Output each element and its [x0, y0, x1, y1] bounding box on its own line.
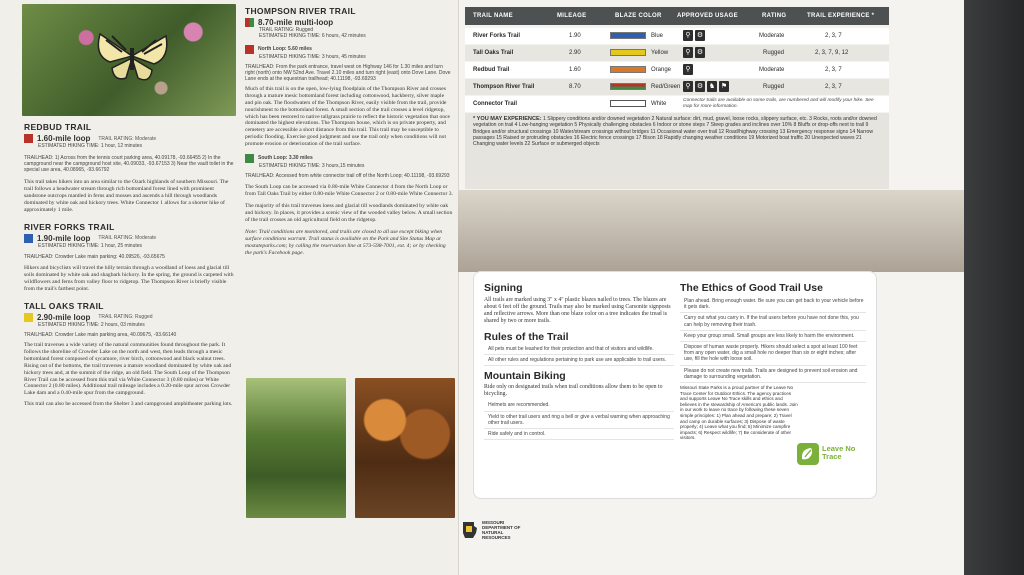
experience-items: 1 Slippery conditions and/or downed vegetation 2 Natural surface: dirt, mud, gravel, loose rocks, slippery surface, etc. 3 Rocks, roots and/or downed vegetation on trail 4 Low-hanging vegetation 5 Physically challenging obstacles 6 Indoor or stone steps 7 Steep grades and inclines over 10% 8 Bluffs or drop-offs next to trail 9 Bridges and/or structural crossings 10 Water/stream crossings without bridges 11 Occasional water over trail 12 Road/highway crossing 13 Emergency response signs 14 Narrow passages 15 Raised or protruding obstacles 16 Electric fence crossings 17 Bison 18 Rapidly changing weather conditions 19 Motorized boat traffic 20 Unexpected waves 21 Changing water levels 22 Surface or submerged objects: [473, 116, 877, 148]
row-exp: 2, 3, 7: [825, 33, 842, 39]
col-trail-name: TRAIL NAME: [473, 13, 513, 19]
row-blaze: White: [651, 101, 667, 107]
biking-title: Mountain Biking: [484, 370, 566, 383]
row-name: Connector Trail: [473, 101, 518, 107]
north-loop-title: North Loop: 5.60 miles: [258, 45, 312, 52]
woods-photo-green: [246, 378, 346, 518]
bike-icon: ⚙: [696, 49, 704, 56]
rule-item: All other rules and regulations pertaining to park use are applicable to trail users.: [484, 357, 674, 366]
table-row: [465, 45, 889, 61]
row-exp: 2, 3, 7: [825, 67, 842, 73]
blaze-orange: [610, 66, 646, 73]
hiker-icon: ⚲: [683, 30, 693, 41]
riverforks-trailhead: TRAILHEAD: Crowder Lake main parking: 40.09526, -93.65675: [24, 254, 165, 261]
riverforks-rating: TRAIL RATING: Moderate: [98, 235, 157, 242]
talloaks-heading: TALL OAKS TRAIL: [24, 300, 104, 311]
rule-item: All pets must be leashed for their protection and that of visitors and wildlife.: [484, 346, 674, 355]
blaze-yellow: [610, 49, 646, 56]
talloaks-time: ESTIMATED HIKING TIME: 2 hours, 03 minutes: [38, 321, 145, 328]
biking-item: Ride safely and in control.: [484, 431, 674, 440]
ethics-item: Carry out what you carry in. If the trail users before you have not done this, you can help by removing their trash.: [680, 315, 866, 330]
riverforks-body: Hikers and bicyclists will travel the hilly terrain through a woodland of loess and glacial till soils dominated by white oak and shagbark hickory. In the spring, the ground is carpeted with wildflowers and ferns from valley floor to ridgetop. The Thompson River is briefly visible from the trail's farthest point.: [24, 265, 234, 292]
redbud-trailhead: TRAILHEAD: 1) Across from the tennis court parking area, 40.09178, -93.66455 2) In the campground near the campground host site, 40.09033, -93.67153 3) Near the vault toilet in the special use area, 40.08965, -93.66792: [24, 155, 234, 174]
talloaks-swatch: [24, 313, 33, 322]
table-row: [465, 79, 889, 95]
ethics-item: Keep your group small. Small groups are less likely to harm the environment.: [680, 333, 866, 342]
trail-table-header: [465, 7, 889, 25]
leave-no-trace-wordmark: Leave No Trace: [822, 444, 856, 461]
bike-icon: ⚙: [696, 32, 704, 39]
table-row: [465, 62, 889, 78]
biking-item: Helmets are recommended.: [484, 402, 674, 411]
talloaks-body: The trail traverses a wide variety of the natural communities found throughout the park. It follows the shoreline of Crowder Lake on the north and west, then leads through a mesic bottomland forest composed of sycamore, river birch, cottonwood and black walnut trees. Rising out of the bottoms, the trail traverses a mature woodland dominated by white oak and hickory trees and, at the summit of the ridge, an old field. The South Loop of the Thompson River Trail can be accessed from this trail via White Connector 3 (0.80 miles) or White Connector 2 (0.80 miles). Additional trail mileage includes a 0.20-mile spur across Crowder Lake dam and a 0.40-mile spur from the campground.: [24, 342, 232, 397]
talloaks-trailhead: TRAILHEAD: Crowder Lake main parking area, 40.09675, -93.66140: [24, 332, 177, 339]
south-loop-title: South Loop: 3.30 miles: [258, 155, 313, 162]
col-rating: RATING: [762, 13, 787, 19]
row-exp: 2, 3, 7, 9, 12: [815, 50, 849, 56]
runner-icon: ⚑: [720, 83, 728, 90]
riverforks-swatch: [24, 234, 33, 243]
forest-background-photo: [458, 190, 964, 272]
row-blaze: Orange: [651, 67, 672, 73]
redbud-time: ESTIMATED HIKING TIME: 1 hour, 12 minutes: [38, 143, 143, 149]
ethics-item: Plan ahead. Bring enough water. Be sure you can get back to your vehicle before it gets dark.: [680, 298, 866, 313]
row-blaze: Blue: [651, 33, 664, 39]
hiker-icon: ⚲: [683, 81, 693, 92]
biking-body: Ride only on designated trails when trail conditions allow them to be open to bicycling.: [484, 384, 663, 398]
thompson-time: ESTIMATED HIKING TIME: 6 hours, 42 minutes: [259, 33, 366, 40]
riverforks-loop: 1.90-mile loop: [37, 233, 91, 243]
row-rating: Moderate: [759, 33, 785, 39]
row-mileage: 8.70: [569, 84, 581, 90]
row-mileage: 1.60: [569, 67, 581, 73]
row-blaze: Red/Green: [651, 84, 681, 90]
experience-box: [465, 113, 889, 189]
ethics-item: Please do not create new trails. Trails are designed to prevent soil erosion and damage to surrounding vegetation.: [680, 368, 866, 383]
col-usage: APPROVED USAGE: [677, 13, 738, 19]
leave-no-trace-icon: [797, 443, 819, 465]
signing-body: All trails are marked using 3" x 4" plastic blazes nailed to trees. The blazes are about 6 feet off the ground. Trails may also be marked using Carsonite signposts and reflective arrows. More than one blaze color on a tree indicates the tread is shared by two or more trails.: [484, 297, 671, 324]
missouri-state-icon: [462, 521, 478, 539]
talloaks-loop: 2.90-mile loop: [37, 312, 91, 322]
table-row: [465, 28, 889, 44]
agency-name: MISSOURI DEPARTMENT OF NATURAL RESOURCES: [482, 520, 521, 540]
redbud-body: This trail takes hikers into an area similar to the Ozark highlands of southern Missouri. The trail follows a headwater stream through rich bottomland forest lined with prominent sandstone outcrops mantled in ferns and mosses and ascends a hill through woodlands dominated by white oak and hickory trees. White Connector 1 allows for a shorter hike of approximately 1 mile.: [24, 179, 229, 213]
row-name: Thompson River Trail: [473, 84, 535, 90]
redbud-loop: 1.60-mile loop: [37, 134, 91, 143]
hiker-icon: ⚲: [683, 64, 693, 75]
thompson-loop: 8.70-mile multi-loop: [258, 18, 334, 27]
talloaks-rating: TRAIL RATING: Rugged: [98, 314, 153, 321]
north-loop-swatch: [245, 45, 254, 54]
blaze-red-green: [610, 83, 646, 90]
lnt-text: Missouri State Parks is a proud partner of the Leave No Trace Center for Outdoor Ethics. The agency practices and supports Leave No Trace skills and ethics and believes in the stewardship of America's public lands. Join in our work to leave no trace by following these seven simple principles: 1) Plan ahead and prepare; 2) Travel and camp on durable surfaces; 3) Dispose of waste properly; 4) Leave what you find; 5) Minimize campfire impacts; 6) Respect wildlife; 7) Be considerate of other visitors.: [680, 385, 798, 441]
thompson-body-3: The majority of this trail traverses loess and glacial till woodlands dominated by white oak and hickory. In places, it provides a scenic view of the wooded valley below. A small section of the trail crosses an old agricultural field on the ridgetop.: [245, 203, 453, 223]
ethics-item: Dispose of human waste properly. Hikers should select a spot at least 100 feet from any open water, dig a small hole no deeper than six or eight inches; after use, fill the hole with loose soil.: [680, 344, 866, 366]
thompson-note: Note: Trail conditions are monitored, and trails are closed to all use except biking when surface conditions warrant. Trail status is available on the Park and Site Status Map at mostateparks.com; by calling the reservation line at 573-598-7001, ext. 4; or by checking the park's Facebook page.: [245, 228, 446, 256]
background-edge: [964, 0, 1024, 575]
col-experience: TRAIL EXPERIENCE *: [807, 13, 875, 19]
redbud-rating: TRAIL RATING: Moderate: [98, 135, 157, 142]
blaze-white: [610, 100, 646, 107]
redbud-heading: REDBUD TRAIL: [24, 122, 92, 132]
north-loop-time: ESTIMATED HIKING TIME: 3 hours, 45 minutes: [259, 53, 366, 60]
row-rating: Moderate: [759, 67, 785, 73]
row-name: Redbud Trail: [473, 67, 510, 73]
thompson-rating: TRAIL RATING: Rugged: [259, 27, 314, 33]
blaze-blue: [610, 32, 646, 39]
row-exp: 2, 3, 7: [825, 84, 842, 90]
redbud-swatch: [24, 134, 33, 143]
row-rating: Rugged: [763, 50, 785, 56]
signing-title: Signing: [484, 282, 523, 294]
thompson-body: Much of this trail is on the open, low-lying floodplain of the Thompson River and crosses through a mature mesic bottomland forest including cottonwood, hackberry, silver maple and pin oak. The floodwaters of the Thompson River, easily visible from the trail, provide nourishment to the bottomland forest. A small section of the trail crosses a level ridgetop, which has been restored to native tallgrass prairie to reflect the historic vegetation that once dominated the highest elevations. The Thompson house, which is on private property, and cemetery are accessible a short distance from this trail. This trail may be susceptible to periodic flooding. Exercise good judgment and use the trail only when conditions will not promote erosion or deterioration of the trail surface.: [245, 85, 451, 148]
row-name: Tall Oaks Trail: [473, 50, 514, 56]
thompson-heading: THOMPSON RIVER TRAIL: [245, 6, 356, 16]
row-blaze: Yellow: [651, 50, 669, 56]
south-loop-time: ESTIMATED HIKING TIME: 3 hours,15 minutes: [259, 163, 365, 170]
rules-title: Rules of the Trail: [484, 331, 569, 343]
row-mileage: 1.90: [569, 33, 581, 39]
horse-icon: ♞: [708, 83, 716, 90]
bike-icon: ⚙: [696, 83, 704, 90]
col-blaze: BLAZE COLOR: [615, 13, 662, 19]
col-mileage: MILEAGE: [557, 13, 587, 19]
leave-no-trace-logo: [797, 437, 857, 477]
biking-item: Yield to other trail users and ring a bell or give a verbal warning when approaching other trail users.: [484, 414, 674, 429]
table-row: [465, 96, 889, 112]
ethics-title: The Ethics of Good Trail Use: [680, 282, 823, 294]
thompson-trailhead: TRAILHEAD: From the park entrance, travel west on Highway 146 for 1.30 miles and turn right (north) onto NW 52nd Ave. Travel 2.10 miles and turn right (east) onto Dove Lane. Dove Lane ends at the equestrian trailhead; 40.11198, -93.69293: [245, 63, 451, 82]
talloaks-body-2: This trail can also be accessed from the Shelter 3 and campground amphitheater parking lots.: [24, 401, 233, 408]
woods-photo-autumn: [355, 378, 455, 518]
row-rating: Rugged: [763, 84, 785, 90]
south-loop-swatch: [245, 154, 254, 163]
biking-list: [484, 402, 674, 440]
hiker-icon: ⚲: [683, 47, 693, 58]
riverforks-time: ESTIMATED HIKING TIME: 1 hour, 25 minutes: [38, 242, 143, 249]
experience-title: * YOU MAY EXPERIENCE:: [473, 116, 542, 122]
rules-list: [484, 346, 674, 366]
left-column: [10, 0, 235, 575]
thompson-body-2: The South Loop can be accessed via 0.80-mile White Connector 4 from the North Loop or from Tall Oaks Trail by either 0.80-mile White Connector 2 or 0.80-mile White Connector 3.: [245, 184, 453, 198]
thompson-swatch: [245, 18, 254, 27]
agency-footer: [462, 520, 528, 540]
south-loop-trailhead: TRAILHEAD: Accessed from white connector trail off of the North Loop; 40.11198, -93.69293: [245, 173, 450, 180]
riverforks-heading: RIVER FORKS TRAIL: [24, 221, 115, 232]
row-mileage: 2.90: [569, 50, 581, 56]
ethics-list: [680, 298, 866, 383]
row-name: River Forks Trail: [473, 33, 521, 39]
connector-note: Connector trails are available on some trails, are numbered and will modify your hike. See map for more information.: [683, 98, 874, 109]
